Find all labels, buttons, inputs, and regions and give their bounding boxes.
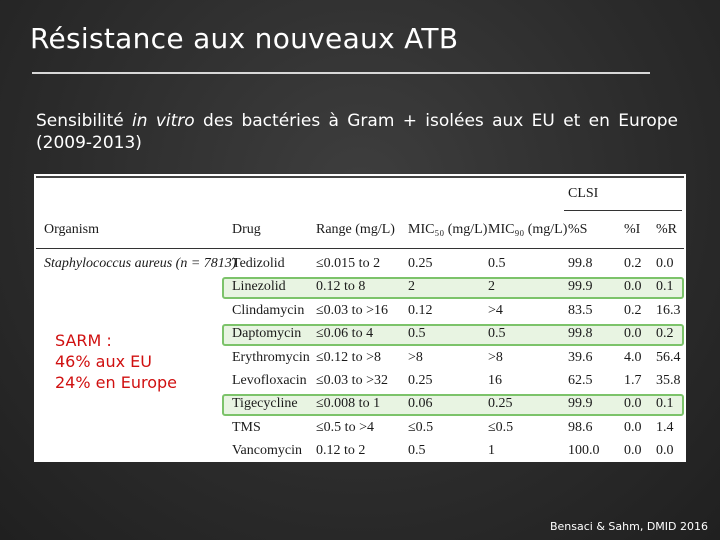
cell-range: ≤0.03 to >16 [316,302,388,318]
cell-drug: Erythromycin [232,349,310,365]
header-pct-s: %S [568,222,588,237]
header-pct-i: %I [624,222,641,237]
cell-drug: Daptomycin [232,326,302,342]
cell-mic90: 0.25 [488,396,513,412]
cell-s: 99.8 [568,256,593,271]
susceptibility-table-figure [34,174,686,462]
cell-range: ≤0.03 to >32 [316,373,388,388]
header-drug: Drug [232,222,261,237]
cell-i: 0.0 [624,443,642,459]
cell-mic90: 0.5 [488,326,506,342]
cell-i: 0.0 [624,396,642,412]
cell-range: ≤0.015 to 2 [316,256,381,271]
cell-mic50: ≤0.5 [408,419,434,435]
header-range: Range (mg/L) [316,222,395,237]
cell-i: 0.0 [624,279,642,295]
citation-footer: Bensaci & Sahm, DMID 2016 [549,520,708,533]
cell-mic90: 2 [488,279,495,295]
header-mic90: MIC₉₀ (mg/L) [488,222,568,237]
subtitle-text-2: des bactéries à Gram + isolées aux EU et en Europe (2009-2013) [36,111,678,153]
cell-s: 62.5 [568,373,593,388]
header-pct-r: %R [656,222,677,237]
callout-line-2: 46% aux EU [55,352,152,371]
subtitle-text-1: Sensibilité [36,111,133,131]
cell-s: 98.6 [568,419,593,435]
slide-title: Résistance aux nouveaux ATB [30,22,459,55]
cell-range: ≤0.008 to 1 [316,396,381,412]
cell-drug: Levofloxacin [232,373,307,388]
cell-i: 0.2 [624,302,642,318]
cell-mic50: 2 [408,279,415,295]
cell-mic50: >8 [408,349,423,365]
cell-drug: Tedizolid [232,256,285,271]
cell-r: 1.4 [656,419,674,435]
cell-mic90: 0.5 [488,256,506,271]
callout-line-1: SARM : [55,331,112,350]
cell-drug: Vancomycin [232,443,302,459]
cell-mic50: 0.5 [408,326,426,342]
header-organism: Organism [44,222,99,237]
cell-mic50: 0.06 [408,396,433,412]
cell-s: 100.0 [568,443,600,459]
cell-drug: Clindamycin [232,302,305,318]
cell-mic50: 0.25 [408,256,433,271]
cell-mic50: 0.12 [408,302,433,318]
cell-mic50: 0.5 [408,443,426,459]
cell-mic90: 16 [488,373,502,388]
cell-s: 83.5 [568,302,593,318]
cell-i: 4.0 [624,349,642,365]
cell-r: 0.0 [656,443,674,459]
cell-range: ≤0.12 to >8 [316,349,381,365]
subtitle-italic: in vitro [132,111,195,131]
cell-r: 0.2 [656,326,674,342]
slide-subtitle [36,110,678,154]
mrsa-callout [55,330,177,393]
header-mic50: MIC₅₀ (mg/L) [408,222,488,237]
cell-r: 0.1 [656,396,674,412]
cell-r: 0.1 [656,279,674,295]
cell-mic90: >8 [488,349,503,365]
organism-label: Staphylococcus aureus (n = 7813) [44,256,237,271]
cell-range: ≤0.5 to >4 [316,419,374,435]
cell-i: 0.2 [624,256,642,271]
cell-i: 0.0 [624,326,642,342]
cell-drug: Tigecycline [232,396,298,412]
clsi-group-rule [564,210,682,211]
header-bottom-rule [36,248,684,249]
cell-i: 0.0 [624,419,642,435]
cell-range: 0.12 to 2 [316,443,366,459]
cell-drug: TMS [232,419,261,435]
cell-s: 99.9 [568,396,593,412]
cell-range: ≤0.06 to 4 [316,326,374,342]
cell-r: 0.0 [656,256,674,271]
highlight-box [222,277,684,299]
cell-r: 56.4 [656,349,681,365]
cell-mic90: ≤0.5 [488,419,514,435]
cell-s: 99.8 [568,326,593,342]
cell-mic90: >4 [488,302,503,318]
callout-line-3: 24% en Europe [55,373,177,392]
cell-s: 39.6 [568,349,593,365]
cell-drug: Linezolid [232,279,286,295]
cell-r: 16.3 [656,302,681,318]
cell-s: 99.9 [568,279,593,295]
title-underline [32,72,650,74]
clsi-group-header: CLSI [568,186,599,201]
cell-range: 0.12 to 8 [316,279,366,295]
table-top-rule [36,176,684,178]
cell-mic50: 0.25 [408,373,433,388]
cell-r: 35.8 [656,373,681,388]
cell-i: 1.7 [624,373,642,388]
cell-mic90: 1 [488,443,495,459]
